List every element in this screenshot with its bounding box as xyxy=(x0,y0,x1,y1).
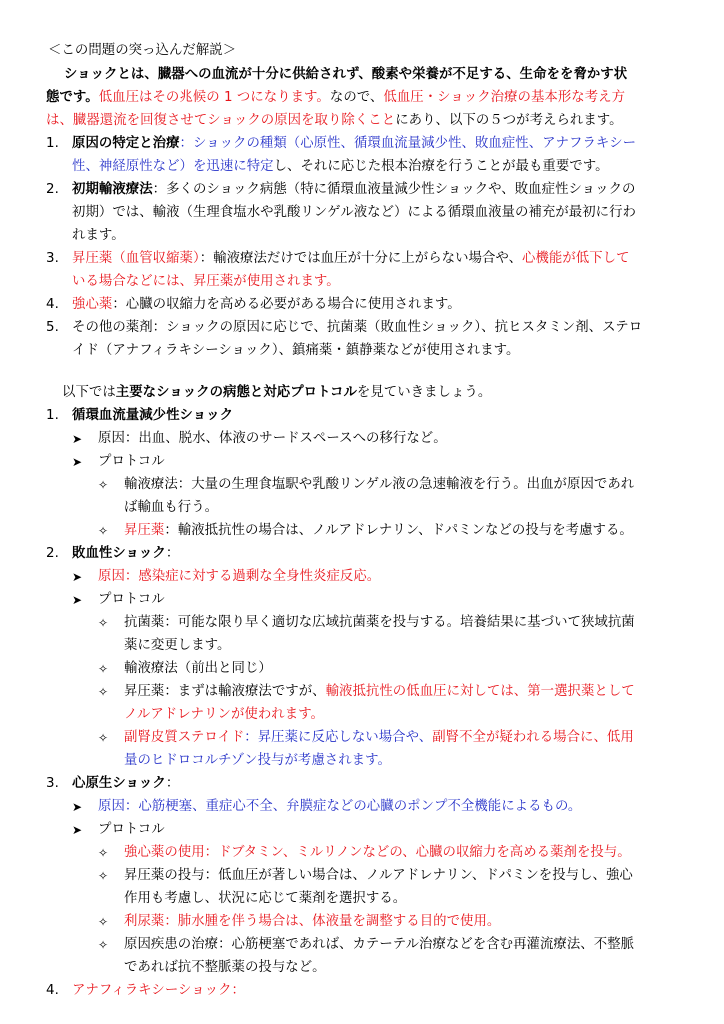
item-text-red: 昇圧薬 xyxy=(124,523,165,538)
basic-item-5 xyxy=(46,317,642,339)
item-text: し、それに応じた根本治療を行うことが最も重要です。 xyxy=(273,159,609,174)
intro-text-bold: 主要なショックの病態と対応プロトコル xyxy=(115,385,357,400)
basic-item-2-line-3: れます。 xyxy=(72,228,125,243)
shock-section-2-title xyxy=(46,543,179,565)
s2-protocol-item-2: 輸液療法（前出と同じ） xyxy=(124,661,272,676)
intro-line-2 xyxy=(46,87,625,109)
item-number: 2. xyxy=(46,546,59,561)
s1-protocol-item-1: 輸液療法：大量の生理食塩駅や乳酸リンゲル液の急速輸液を行う。出血が原因であれ xyxy=(124,477,635,492)
s3-protocol-item-2: 昇圧薬の投与：低血圧が著しい場合は、ノルアドレナリン、ドパミンを投与し、強心 xyxy=(124,868,633,883)
item-number: 3. xyxy=(46,251,59,266)
s1-protocol: プロトコル xyxy=(98,454,165,469)
s2-protocol-item-1-line-2: 薬に変更します。 xyxy=(124,638,231,653)
item-number: 4. xyxy=(46,297,59,312)
item-text: 昇圧薬：まずは輸液療法ですが、 xyxy=(124,684,326,699)
arrow-bullet-icon: ➤ xyxy=(72,432,83,446)
item-text: ：心臓の収縮力を高める必要がある場合に使用されます。 xyxy=(112,297,461,312)
s3-cause: 原因：心筋梗塞、重症心不全、弁膜症などの心臓のポンプ不全機能によるもの。 xyxy=(98,799,582,814)
intro-text: にあり、以下の５つが考えられます。 xyxy=(395,113,623,128)
item-number: 2. xyxy=(46,182,59,197)
item-text: ：輸液療法だけでは血圧が十分に上がらない場合や、 xyxy=(199,251,523,266)
item-title-red: 昇圧薬（血管収縮薬） xyxy=(72,251,200,266)
diamond-bullet-icon: ✧ xyxy=(98,662,109,676)
s2-protocol-item-3-line-2: ノルアドレナリンが使われます。 xyxy=(124,707,325,722)
s2-protocol: プロトコル xyxy=(98,592,165,607)
item-number: 5. xyxy=(46,320,59,335)
arrow-bullet-icon: ➤ xyxy=(72,570,83,584)
basic-item-2-line-2: 初期）では、輸液（生理食塩水や乳酸リンゲル液など）による循環血液量の補充が最初に行わ xyxy=(72,205,636,220)
section-intro xyxy=(62,382,491,404)
arrow-bullet-icon: ➤ xyxy=(72,800,83,814)
item-title-red: 強心薬 xyxy=(72,297,113,312)
diamond-bullet-icon: ✧ xyxy=(98,938,109,952)
s1-protocol-item-1-line-2: ば輸血も行う。 xyxy=(124,500,219,515)
intro-line-1: ショックとは、臓器への血流が十分に供給されず、酸素や栄養が不足する、生命をを脅かす状 xyxy=(64,67,628,82)
diamond-bullet-icon: ✧ xyxy=(98,731,109,745)
section-title: 循環血流量減少性ショック xyxy=(72,408,234,423)
diamond-bullet-icon: ✧ xyxy=(98,915,109,929)
s1-cause: 原因：出血、脱水、体液のサードスペースへの移行など。 xyxy=(98,431,447,446)
section-title: 敗血性ショック xyxy=(72,546,166,561)
s2-protocol-item-1: 抗菌薬：可能な限り早く適切な広域抗菌薬を投与する。培養結果に基づいて狭域抗菌 xyxy=(124,615,635,630)
item-text-blue: ：ショックの種類（心原性、循環血流量減少性、敗血症性、アナフラキシー xyxy=(179,136,637,151)
diamond-bullet-icon: ✧ xyxy=(98,616,109,630)
basic-item-3 xyxy=(46,248,630,270)
intro-text-red: 低血圧・ショック治療の基本形な考え方 xyxy=(383,90,626,105)
item-title: 初期輸液療法 xyxy=(72,182,153,197)
s2-protocol-item-4-line-2: 量のヒドロコルチゾン投与が考慮されます。 xyxy=(124,753,391,768)
intro-line-3 xyxy=(46,110,623,132)
item-text-red: 副腎皮質ステロイド xyxy=(124,730,245,745)
intro-text: なので、 xyxy=(329,90,384,105)
item-text: その他の薬剤：ショックの原因に応じで、抗菌薬（敗血性ショック）、抗ヒスタミン剤、ステロ xyxy=(72,320,643,335)
diamond-bullet-icon: ✧ xyxy=(98,478,109,492)
item-text-blue: ：昇圧薬に反応しない場合や、 xyxy=(244,730,433,745)
shock-section-1-title xyxy=(46,405,233,427)
item-number: 4. xyxy=(46,983,59,998)
item-text: ：輸液抵抗性の場合は、ノルアドレナリン、ドパミンなどの投与を考慮する。 xyxy=(164,523,633,538)
colon: ： xyxy=(165,546,180,561)
intro-text: を見ていきましょう。 xyxy=(356,385,492,400)
diamond-bullet-icon: ✧ xyxy=(98,685,109,699)
s3-protocol-item-2-line-2: 作用も考慮し、状況に応じて薬剤を選択する。 xyxy=(124,891,407,906)
item-number: 3. xyxy=(46,776,59,791)
diamond-bullet-icon: ✧ xyxy=(98,869,109,883)
s3-protocol-item-1: 強心薬の使用：ドブタミン、ミルリノンなどの、心臓の収縮力を高める薬剤を投与。 xyxy=(124,845,631,860)
diamond-bullet-icon: ✧ xyxy=(98,524,109,538)
diamond-bullet-icon: ✧ xyxy=(98,846,109,860)
intro-text: 以下では xyxy=(62,385,116,400)
basic-item-5-line-2: イド（アナフィラキシーショック）、鎮痛薬・鎮静薬などが使用されます。 xyxy=(72,343,520,358)
s3-protocol: プロトコル xyxy=(98,822,165,837)
item-number: 1. xyxy=(46,136,59,151)
item-text-red: 副腎不全が疑われる場合に、低用 xyxy=(432,730,634,745)
s3-protocol-item-4-line-2: であれば抗不整脈薬の投与など。 xyxy=(124,960,326,975)
intro-text-red: 低血圧はその兆候の 1 つになります。 xyxy=(98,90,330,105)
colon: ： xyxy=(165,776,180,791)
intro-text-red: は、臓器還流を回復させてショックの原因を取り除くこと xyxy=(46,113,396,128)
item-text-blue: 性、神経原性など）を迅速に特定 xyxy=(72,159,274,174)
item-text: ：多くのショック病態（特に循環血液量減少性ショックや、敗血症性ショックの xyxy=(152,182,636,197)
basic-item-1 xyxy=(46,133,636,155)
s2-protocol-item-4 xyxy=(124,727,634,749)
item-text-red: 心機能が低下して xyxy=(522,251,630,266)
section-title: 心原生ショック xyxy=(72,776,166,791)
arrow-bullet-icon: ➤ xyxy=(72,593,83,607)
s3-protocol-item-4: 原因疾患の治療：心筋梗塞であれば、カテーテル治療などを含む再灌流療法、不整脈 xyxy=(124,937,635,952)
s2-cause: 原因：感染症に対する過剰な全身性炎症反応。 xyxy=(98,569,381,584)
basic-item-1-line-2 xyxy=(72,156,609,178)
basic-item-2 xyxy=(46,179,635,201)
arrow-bullet-icon: ➤ xyxy=(72,455,83,469)
page-title: ＜この問題の突っ込んだ解説＞ xyxy=(48,43,237,58)
item-text-red: 輸液抵抗性の低血圧に対しては、第一選択薬として xyxy=(325,684,635,699)
s1-protocol-item-2 xyxy=(124,520,633,542)
intro-text: 態です。 xyxy=(46,90,99,105)
s3-protocol-item-3: 利尿薬：肺水腫を伴う場合は、体液量を調整する目的で使用。 xyxy=(124,914,501,929)
basic-item-3-line-2: いる場合などには、昇圧薬が使用されます。 xyxy=(72,274,340,289)
s2-protocol-item-3 xyxy=(124,681,635,703)
shock-section-3-title xyxy=(46,773,179,795)
shock-section-4-title xyxy=(46,980,245,1002)
item-number: 1. xyxy=(46,408,59,423)
section-title-red: アナフィラキシーショック： xyxy=(72,983,245,998)
arrow-bullet-icon: ➤ xyxy=(72,823,83,837)
item-title: 原因の特定と治療 xyxy=(72,136,180,151)
basic-item-4 xyxy=(46,294,461,316)
